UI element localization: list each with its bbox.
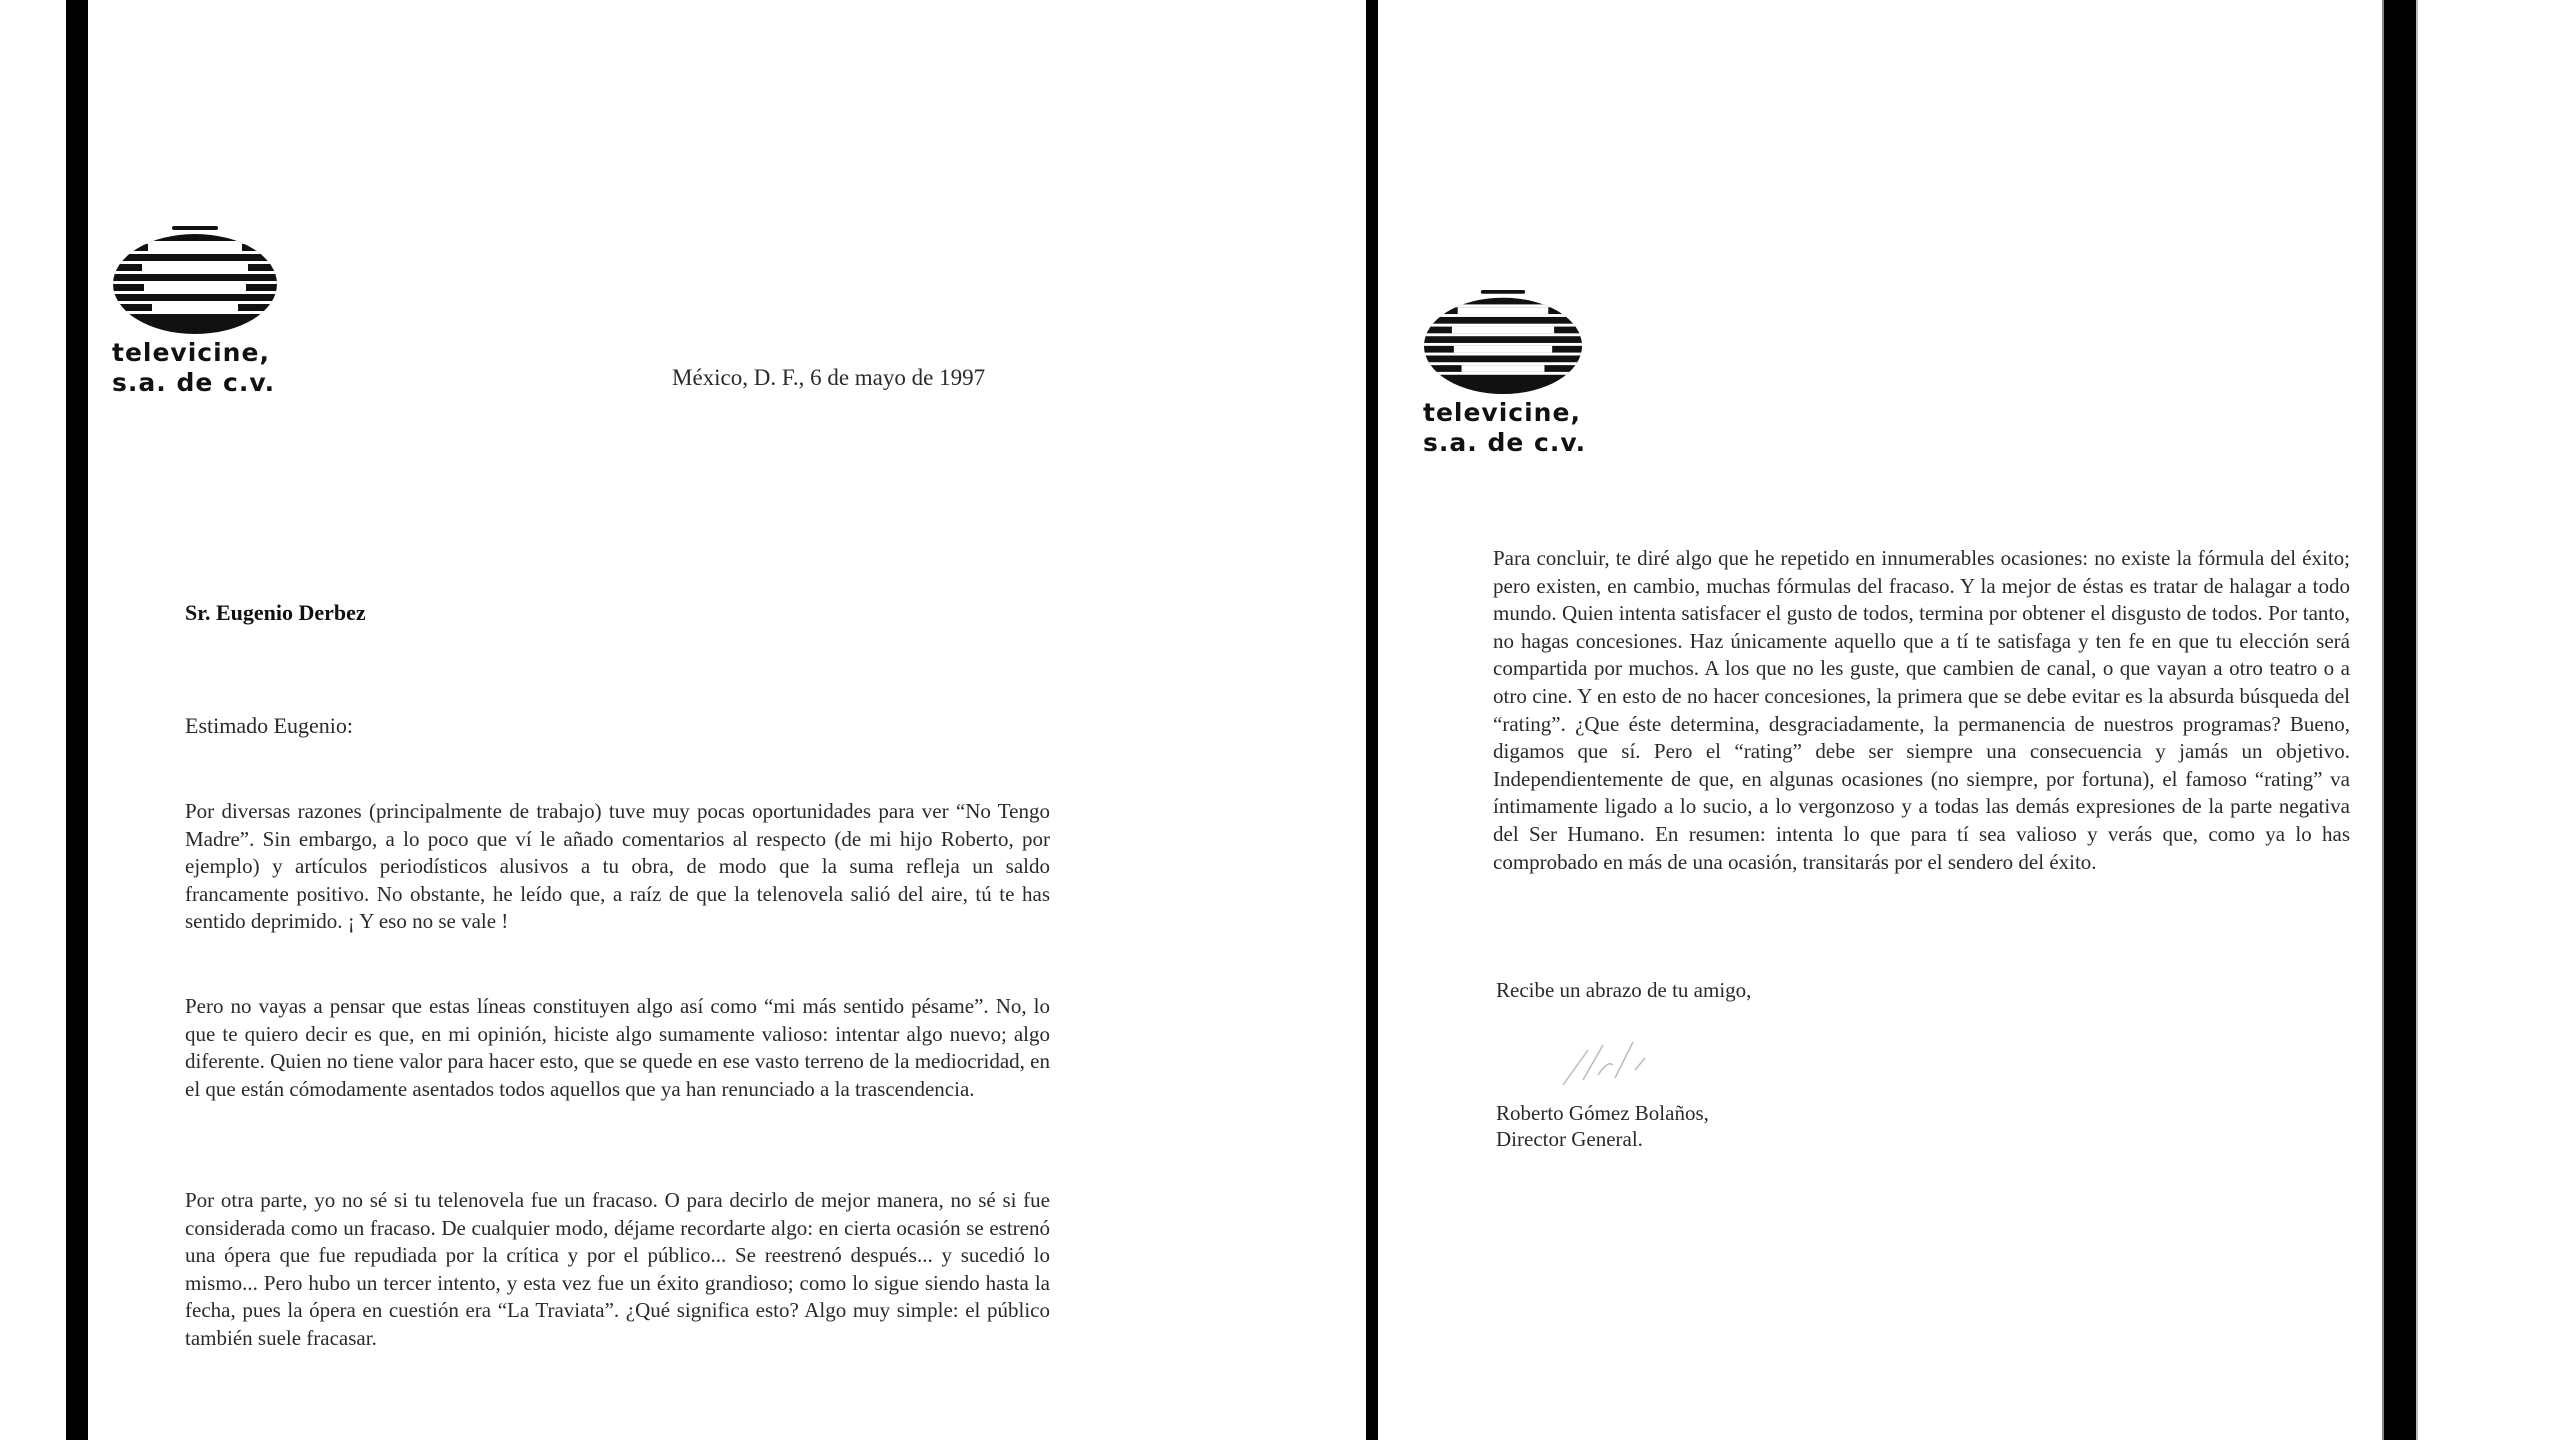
letter-paragraph: Por diversas razones (principalmente de trabajo) tuve muy pocas oportunidades para ver “No Tengo Madre”. Sin embargo, a lo poco que ví le añado comentarios al respecto (de mi hijo Roberto, por ejemplo) y artículos periodísticos alusivos a tu obra, de modo que la suma refleja un saldo francamente positivo. No obstante, he leído que, a raíz de que la telenovela salió del aire, tú te has sentido deprimido. ¡ Y eso no se vale !: [185, 799, 1050, 934]
logo-text-line2: s.a. de c.v.: [1423, 428, 1587, 457]
letter-closing: Recibe un abrazo de tu amigo,: [1496, 978, 1752, 1002]
letter-page-2: [1378, 0, 2384, 1440]
right-border: [2384, 0, 2416, 1440]
company-logo: [112, 224, 282, 396]
logo-text-line1: televicine,: [1423, 398, 1581, 427]
signature-block: [1496, 1100, 1709, 1152]
letter-paragraph: Para concluir, te diré algo que he repetido en innumerables ocasiones: no existe la fórmula del éxito; pero existen, en cambio, muchas fórmulas del fracaso. Y la mejor de éstas es tratar de halagar a todo mundo. Quien intenta satisfacer el gusto de todos, termina por obtener el disgusto de todos. Por tanto, no hagas concesiones. Haz únicamente aquello que a tí te satisfaga y ten fe en que tu elección será compartida por muchos. A los que no les guste, que cambien de canal, o que vayan a otro teatro o a otro cine. Y en esto de no hacer concesiones, la primera que se debe evitar es la absurda búsqueda del “rating”. ¿Que éste determina, desgraciadamente, la permanencia de nuestros programas? Bueno, digamos que sí. Pero el “rating” debe ser siempre una consecuencia y jamás un objetivo. Independientemente de que, en algunas ocasiones (no siempre, por fortuna), el famoso “rating” va íntimamente ligado a lo sucio, a lo vergonzoso y a todas las demás expresiones de la parte negativa del Ser Humano. En resumen: intenta lo que para tí sea valioso y verás que, como ya lo has comprobado en más de una ocasión, transitarás por el sendero del éxito.: [1493, 546, 2350, 874]
letter-page-1: [88, 0, 1366, 1440]
signature-icon: [1553, 1030, 1683, 1100]
left-border: [66, 0, 88, 1440]
letter-date: México, D. F., 6 de mayo de 1997: [672, 365, 986, 390]
letter-recipient: Sr. Eugenio Derbez: [185, 600, 366, 625]
signer-name: Roberto Gómez Bolaños,: [1496, 1101, 1709, 1125]
company-logo: [1423, 288, 1593, 456]
televicine-globe-icon: [112, 224, 278, 336]
page-divider: [1366, 0, 1378, 1440]
letter-paragraph: Por otra parte, yo no sé si tu telenovela fue un fracaso. O para decirlo de mejor manera, no sé si fue considerada como un fracaso. De cualquier modo, déjame recordarte algo: en cierta ocasión se estrenó una ópera que fue repudiada por la crítica y por el público... Se reestrenó después... y sucedió lo mismo... Pero hubo un tercer intento, y esta vez fue un éxito grandioso; como lo sigue siendo hasta la fecha, pues la ópera en cuestión era “La Traviata”. ¿Qué significa esto? Algo muy simple: el público también suele fracasar.: [185, 1188, 1050, 1350]
letter-greeting: Estimado Eugenio:: [185, 713, 354, 738]
signer-title: Director General.: [1496, 1127, 1643, 1151]
logo-text-line2: s.a. de c.v.: [112, 368, 276, 397]
televicine-globe-icon: [1423, 288, 1583, 396]
logo-text-line1: televicine,: [112, 338, 270, 367]
letter-paragraph: Pero no vayas a pensar que estas líneas constituyen algo así como “mi más sentido pésame”. No, lo que te quiero decir es que, en mi opinión, hiciste algo sumamente valioso: intentar algo nuevo; algo diferente. Quien no tiene valor para hacer esto, que se quede en ese vasto terreno de la mediocridad, en el que están cómodamente asentados todos aquellos que ya han renunciado a la trascendencia.: [185, 994, 1050, 1101]
